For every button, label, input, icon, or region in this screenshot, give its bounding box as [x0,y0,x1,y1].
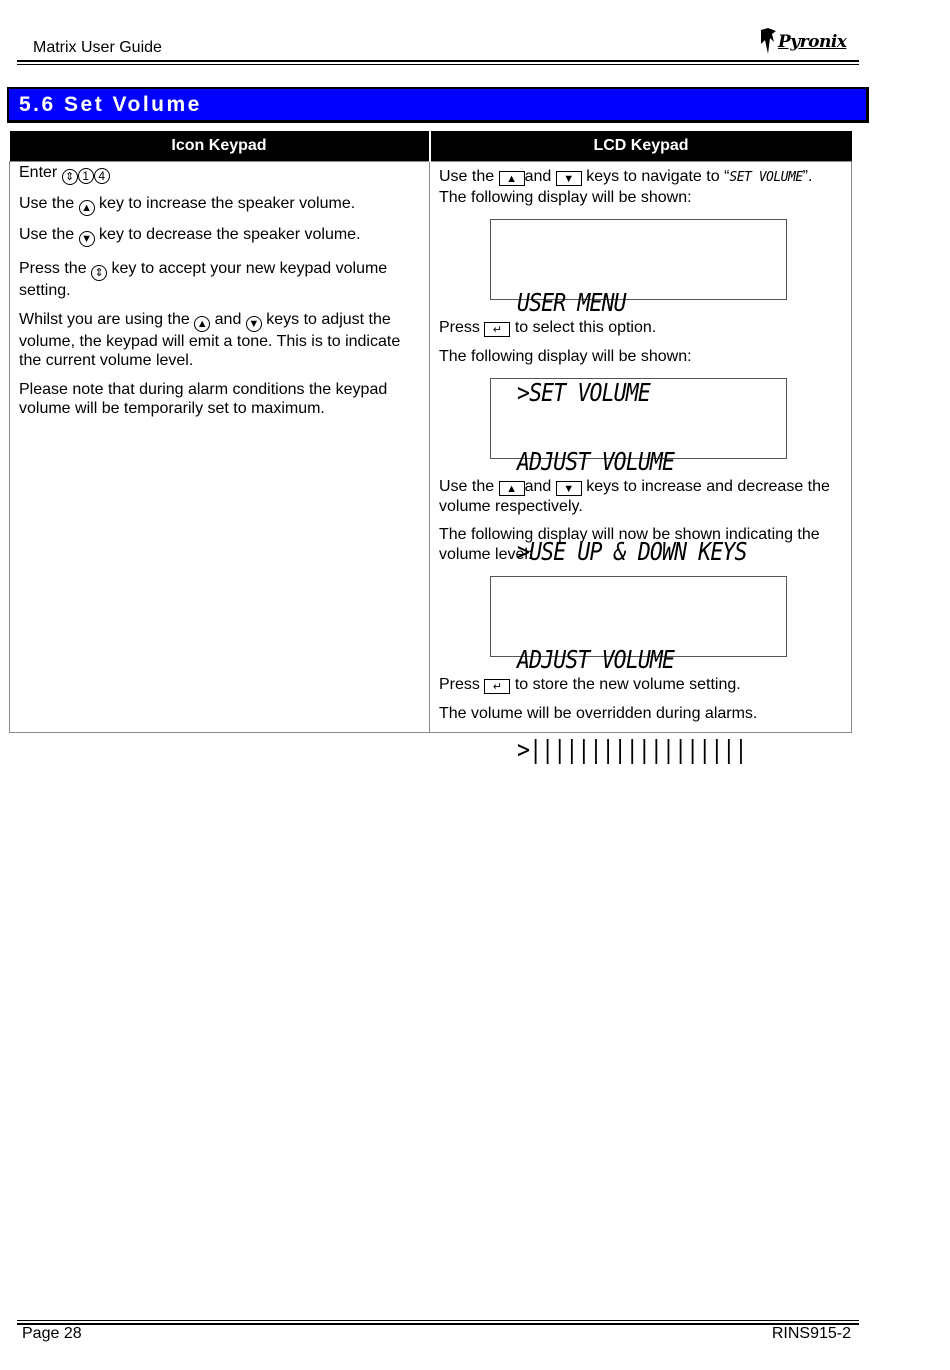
enter-line: Enter ⇕ 1 4 [19,163,421,185]
icon-keypad-column [10,162,430,733]
lcd-line-2: >USE UP & DOWN KEYS [517,537,747,566]
enter-key-icon: ↵ [484,322,510,337]
down-arrow-key-icon: ▼ [556,481,582,496]
decrease-instruction: Use the ▼ key to decrease the speaker volume. [19,226,361,245]
header-rule-thin [17,64,859,65]
down-arrow-key-icon: ▼ [556,171,582,186]
lcd-keypad-column [430,162,852,764]
lcd-line-1: USER MENU [517,288,626,317]
set-volume-inline: SET VOLUME [729,170,803,185]
accept-instruction: Press the ⇕ key to accept your new keypad volume setting. [19,260,388,299]
up-arrow-key-icon: ▲ [499,481,525,496]
up-key-icon: ▲ [79,200,95,216]
down-key-icon: ▼ [246,316,262,332]
updown-key-icon: ⇕ [91,265,107,281]
store-instruction: Press ↵ to store the new volume setting. [439,676,741,693]
enter-key-icon: ↵ [484,679,510,694]
override-note: The volume will be overridden during alarms. [439,704,758,722]
adjust-instruction: Use the ▲ and ▼ keys to increase and decrease the volume respectively. [439,478,830,515]
footer-rule [17,1323,859,1325]
logo-text: Pyronix [778,32,847,52]
page-number: Page 28 [22,1325,82,1342]
tone-instruction: Whilst you are using the ▲ and ▼ keys to adjust the volume, the keypad will emit a tone. This is to indicate the current volume level. [19,310,401,369]
footer-rule-thin [17,1320,859,1321]
updown-key-icon: ⇕ [62,169,78,185]
lcd-line-2: >SET VOLUME [517,378,650,407]
down-key-icon: ▼ [79,231,95,247]
key-4-icon: 4 [94,168,110,184]
pyronix-logo [760,28,847,56]
up-arrow-key-icon: ▲ [499,171,525,186]
page-header-title: Matrix User Guide [33,39,162,56]
key-1-icon: 1 [78,168,94,184]
navigate-instruction: Use the ▲ and ▼ keys to navigate to “SET VOLUME”. The following display will be shown: [439,168,813,206]
icon-keypad-header: Icon Keypad [10,131,430,162]
section-heading-bar [7,87,869,123]
lcd-line-1: ADJUST VOLUME [517,645,675,674]
up-key-icon: ▲ [194,316,210,332]
document-reference: RINS915-2 [771,1325,851,1342]
following-display-1: The following display will be shown: [439,347,692,365]
lcd-line-1: ADJUST VOLUME [517,447,675,476]
header-rule [17,60,859,62]
lcd-keypad-header: LCD Keypad [430,131,852,162]
alarm-note: Please note that during alarm conditions the keypad volume will be temporarily set to maximum. [19,380,388,417]
increase-instruction: Use the ▲ key to increase the speaker volume. [19,195,356,214]
instruction-table [9,131,852,764]
pyronix-flame-icon [760,28,780,56]
following-display-2: The following display will now be shown indicating the volume level: [439,526,820,563]
lcd-volume-bar: >|||||||||||||||||| [517,735,747,764]
select-instruction: Press ↵ to select this option. [439,319,657,336]
section-title: 5.6 Set Volume [19,93,202,116]
